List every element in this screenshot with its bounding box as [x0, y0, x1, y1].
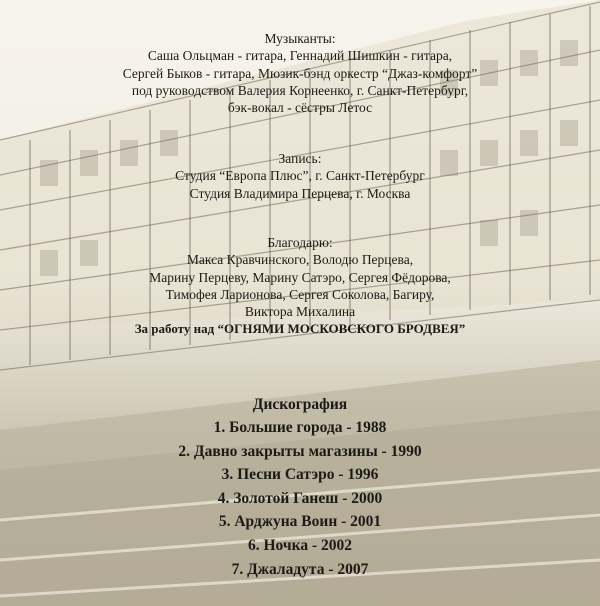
recording-line: Студия Владимира Перцева, г. Москва	[189, 185, 411, 201]
discography-item: 6. Ночка - 2002	[247, 536, 352, 554]
discography-item: 2. Давно закрыты магазины - 1990	[178, 442, 422, 460]
musicians-line: под руководством Валерия Корнеенко, г. Санкт-Петербург,	[131, 82, 469, 98]
recording-heading: Запись:	[278, 151, 322, 166]
thanks-line: Тимофея Ларионова, Сергея Соколова, Багиру,	[165, 286, 435, 302]
discography-item: 1. Большие города - 1988	[213, 419, 387, 436]
musicians-heading: Музыканты:	[264, 31, 336, 46]
thanks-line: Макса Кравчинского, Володю Перцева,	[186, 252, 414, 268]
discography-section	[0, 394, 600, 581]
discography-item: 5. Арджуна Воин - 2001	[218, 513, 382, 531]
musicians-line: бэк-вокал - сёстры Летос	[227, 100, 373, 116]
musicians-line: Саша Ольцман - гитара, Геннадий Шишкин - гитара,	[147, 48, 453, 64]
thanks-line: За работу над “ОГНЯМИ МОСКОВСКОГО БРОДВЕЯ”	[134, 321, 466, 337]
thanks-section	[0, 234, 600, 338]
discography-item: 7. Джаладута - 2007	[231, 560, 369, 578]
thanks-line: Виктора Михалина	[244, 304, 356, 320]
discography-item: 4. Золотой Ганеш - 2000	[217, 489, 383, 507]
recording-line: Студия “Европа Плюс”, г. Санкт-Петербург	[175, 168, 425, 184]
thanks-heading: Благодарю:	[267, 235, 333, 250]
thanks-line: Марину Перцеву, Марину Сатэро, Сергея Фёдорова,	[149, 269, 451, 285]
musicians-line: Сергей Быков - гитара, Мюзик-бэнд оркестр “Джаз-комфорт”	[122, 65, 478, 81]
recording-section	[0, 150, 600, 202]
discography-item: 3. Песни Сатэро - 1996	[221, 466, 379, 484]
discography-heading: Дискография	[252, 396, 348, 413]
musicians-section	[0, 30, 600, 116]
